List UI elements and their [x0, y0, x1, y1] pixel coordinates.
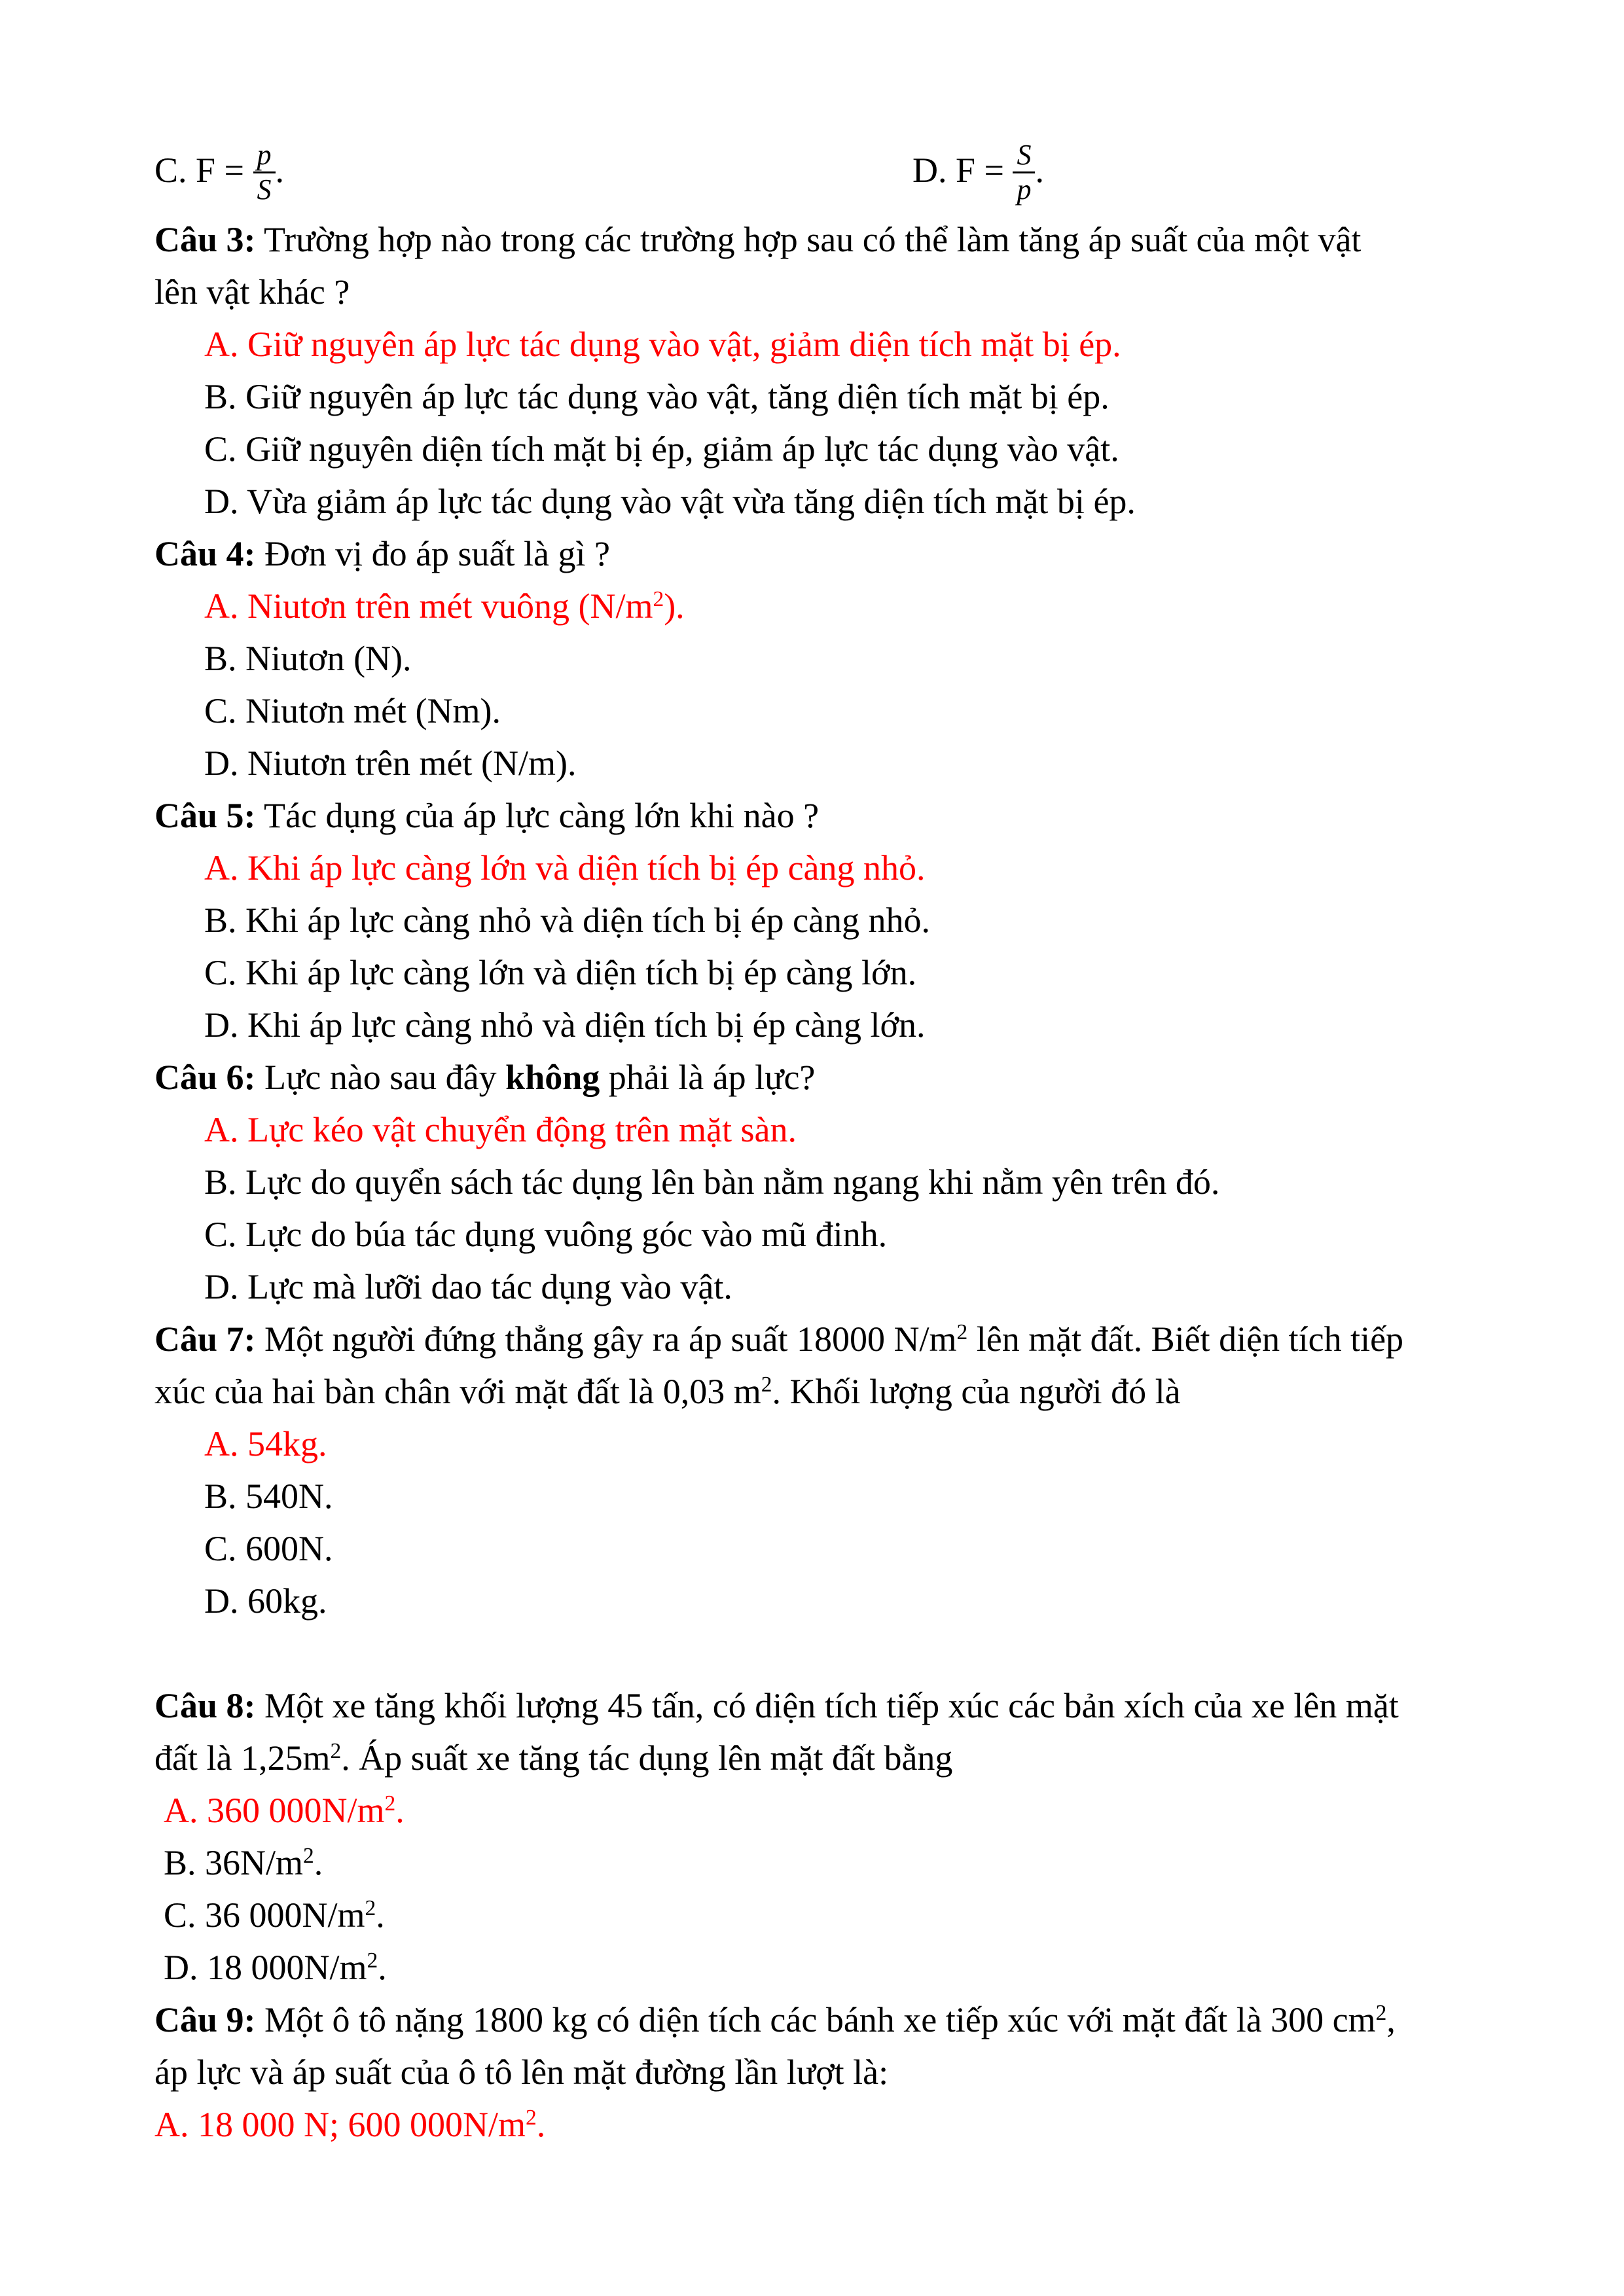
q5-option-c: C. Khi áp lực càng lớn và diện tích bị ép càng lớn. — [204, 953, 917, 992]
q3-question-line-1: Câu 3: Trường hợp nào trong các trường hợp sau có thể làm tăng áp suất của một vật — [154, 220, 1362, 259]
q7-question-line-2: xúc của hai bàn chân với mặt đất là 0,03 $m^2$. Khối lượng của người đó là — [154, 1372, 1181, 1411]
q4-option-a-correct: A. Niutơn trên mét vuông $(N/m^2)$. — [204, 586, 685, 626]
q8-option-b: B. $36N/m^2$. — [164, 1843, 323, 1882]
q5-option-a-correct: A. Khi áp lực càng lớn và diện tích bị ép càng nhỏ. — [204, 848, 926, 888]
q9-question-line-2: áp lực và áp suất của ô tô lên mặt đường lần lượt là: — [154, 2053, 889, 2092]
q7-option-d: D. 60kg. — [204, 1581, 327, 1621]
q7-option-c: C. 600N. — [204, 1529, 333, 1568]
q2-option-c: C. F = $\frac{p}{S}$ . — [154, 139, 285, 206]
q8-option-d: D. 18 $000N/m^2$. — [164, 1948, 387, 1987]
fraction-s-over-p: $\frac{S}{p}$ — [1013, 139, 1035, 206]
q3-option-b: B. Giữ nguyên áp lực tác dụng vào vật, tăng diện tích mặt bị ép. — [204, 377, 1110, 416]
q2-option-d: D. F = $\frac{S}{p}$ . — [912, 139, 1044, 206]
q5-question: Câu 5: Tác dụng của áp lực càng lớn khi nào ? — [154, 796, 820, 835]
q4-option-b: B. Niutơn (N). — [204, 639, 412, 678]
q9-option-a-correct: A. 18 000 N; 600 $000N/m^2$. — [154, 2105, 546, 2144]
q9-question-line-1: Câu 9: Một ô tô nặng 1800 kg có diện tích các bánh xe tiếp xúc với mặt đất là 300 $cm^2$, — [154, 2000, 1396, 2039]
q6-option-b: B. Lực do quyển sách tác dụng lên bàn nằm ngang khi nằm yên trên đó. — [204, 1162, 1220, 1202]
q6-question: Câu 6: Lực nào sau đây không phải là áp lực? — [154, 1058, 816, 1097]
q8-question-line-2: đất là $1,25m^2$. Áp suất xe tăng tác dụng lên mặt đất bằng — [154, 1738, 953, 1778]
q4-option-d: D. Niutơn trên mét (N/m). — [204, 744, 577, 783]
q6-option-d: D. Lực mà lưỡi dao tác dụng vào vật. — [204, 1267, 732, 1306]
q3-option-c: C. Giữ nguyên diện tích mặt bị ép, giảm áp lực tác dụng vào vật. — [204, 429, 1119, 469]
q5-option-d: D. Khi áp lực càng nhỏ và diện tích bị ép càng lớn. — [204, 1005, 926, 1045]
q4-option-c: C. Niutơn mét (Nm). — [204, 691, 501, 730]
q5-option-b: B. Khi áp lực càng nhỏ và diện tích bị ép càng nhỏ. — [204, 901, 930, 940]
q3-option-a-correct: A. Giữ nguyên áp lực tác dụng vào vật, giảm diện tích mặt bị ép. — [204, 325, 1121, 364]
fraction-p-over-s: $\frac{p}{S}$ — [253, 139, 276, 206]
q8-question-line-1: Câu 8: Một xe tăng khối lượng 45 tấn, có diện tích tiếp xúc các bản xích của xe lên mặt — [154, 1686, 1399, 1725]
q7-option-b: B. 540N. — [204, 1477, 333, 1516]
q3-option-d: D. Vừa giảm áp lực tác dụng vào vật vừa tăng diện tích mặt bị ép. — [204, 482, 1136, 521]
q6-option-c: C. Lực do búa tác dụng vuông góc vào mũ đinh. — [204, 1215, 888, 1254]
q8-option-a-correct: A. 360 $000N/m^2$. — [164, 1791, 405, 1830]
q8-option-c: C. 36 $000N/m^2$. — [164, 1895, 385, 1935]
q3-question-line-2: lên vật khác ? — [154, 272, 350, 312]
q4-question: Câu 4: Đơn vị đo áp suất là gì ? — [154, 534, 610, 573]
q6-option-a-correct: A. Lực kéo vật chuyển động trên mặt sàn. — [204, 1110, 797, 1149]
q7-question-line-1: Câu 7: Một người đứng thẳng gây ra áp suất 18000 $N/m^2$ lên mặt đất. Biết diện tích tiếp — [154, 1319, 1404, 1359]
q7-option-a-correct: A. 54kg. — [204, 1424, 327, 1463]
